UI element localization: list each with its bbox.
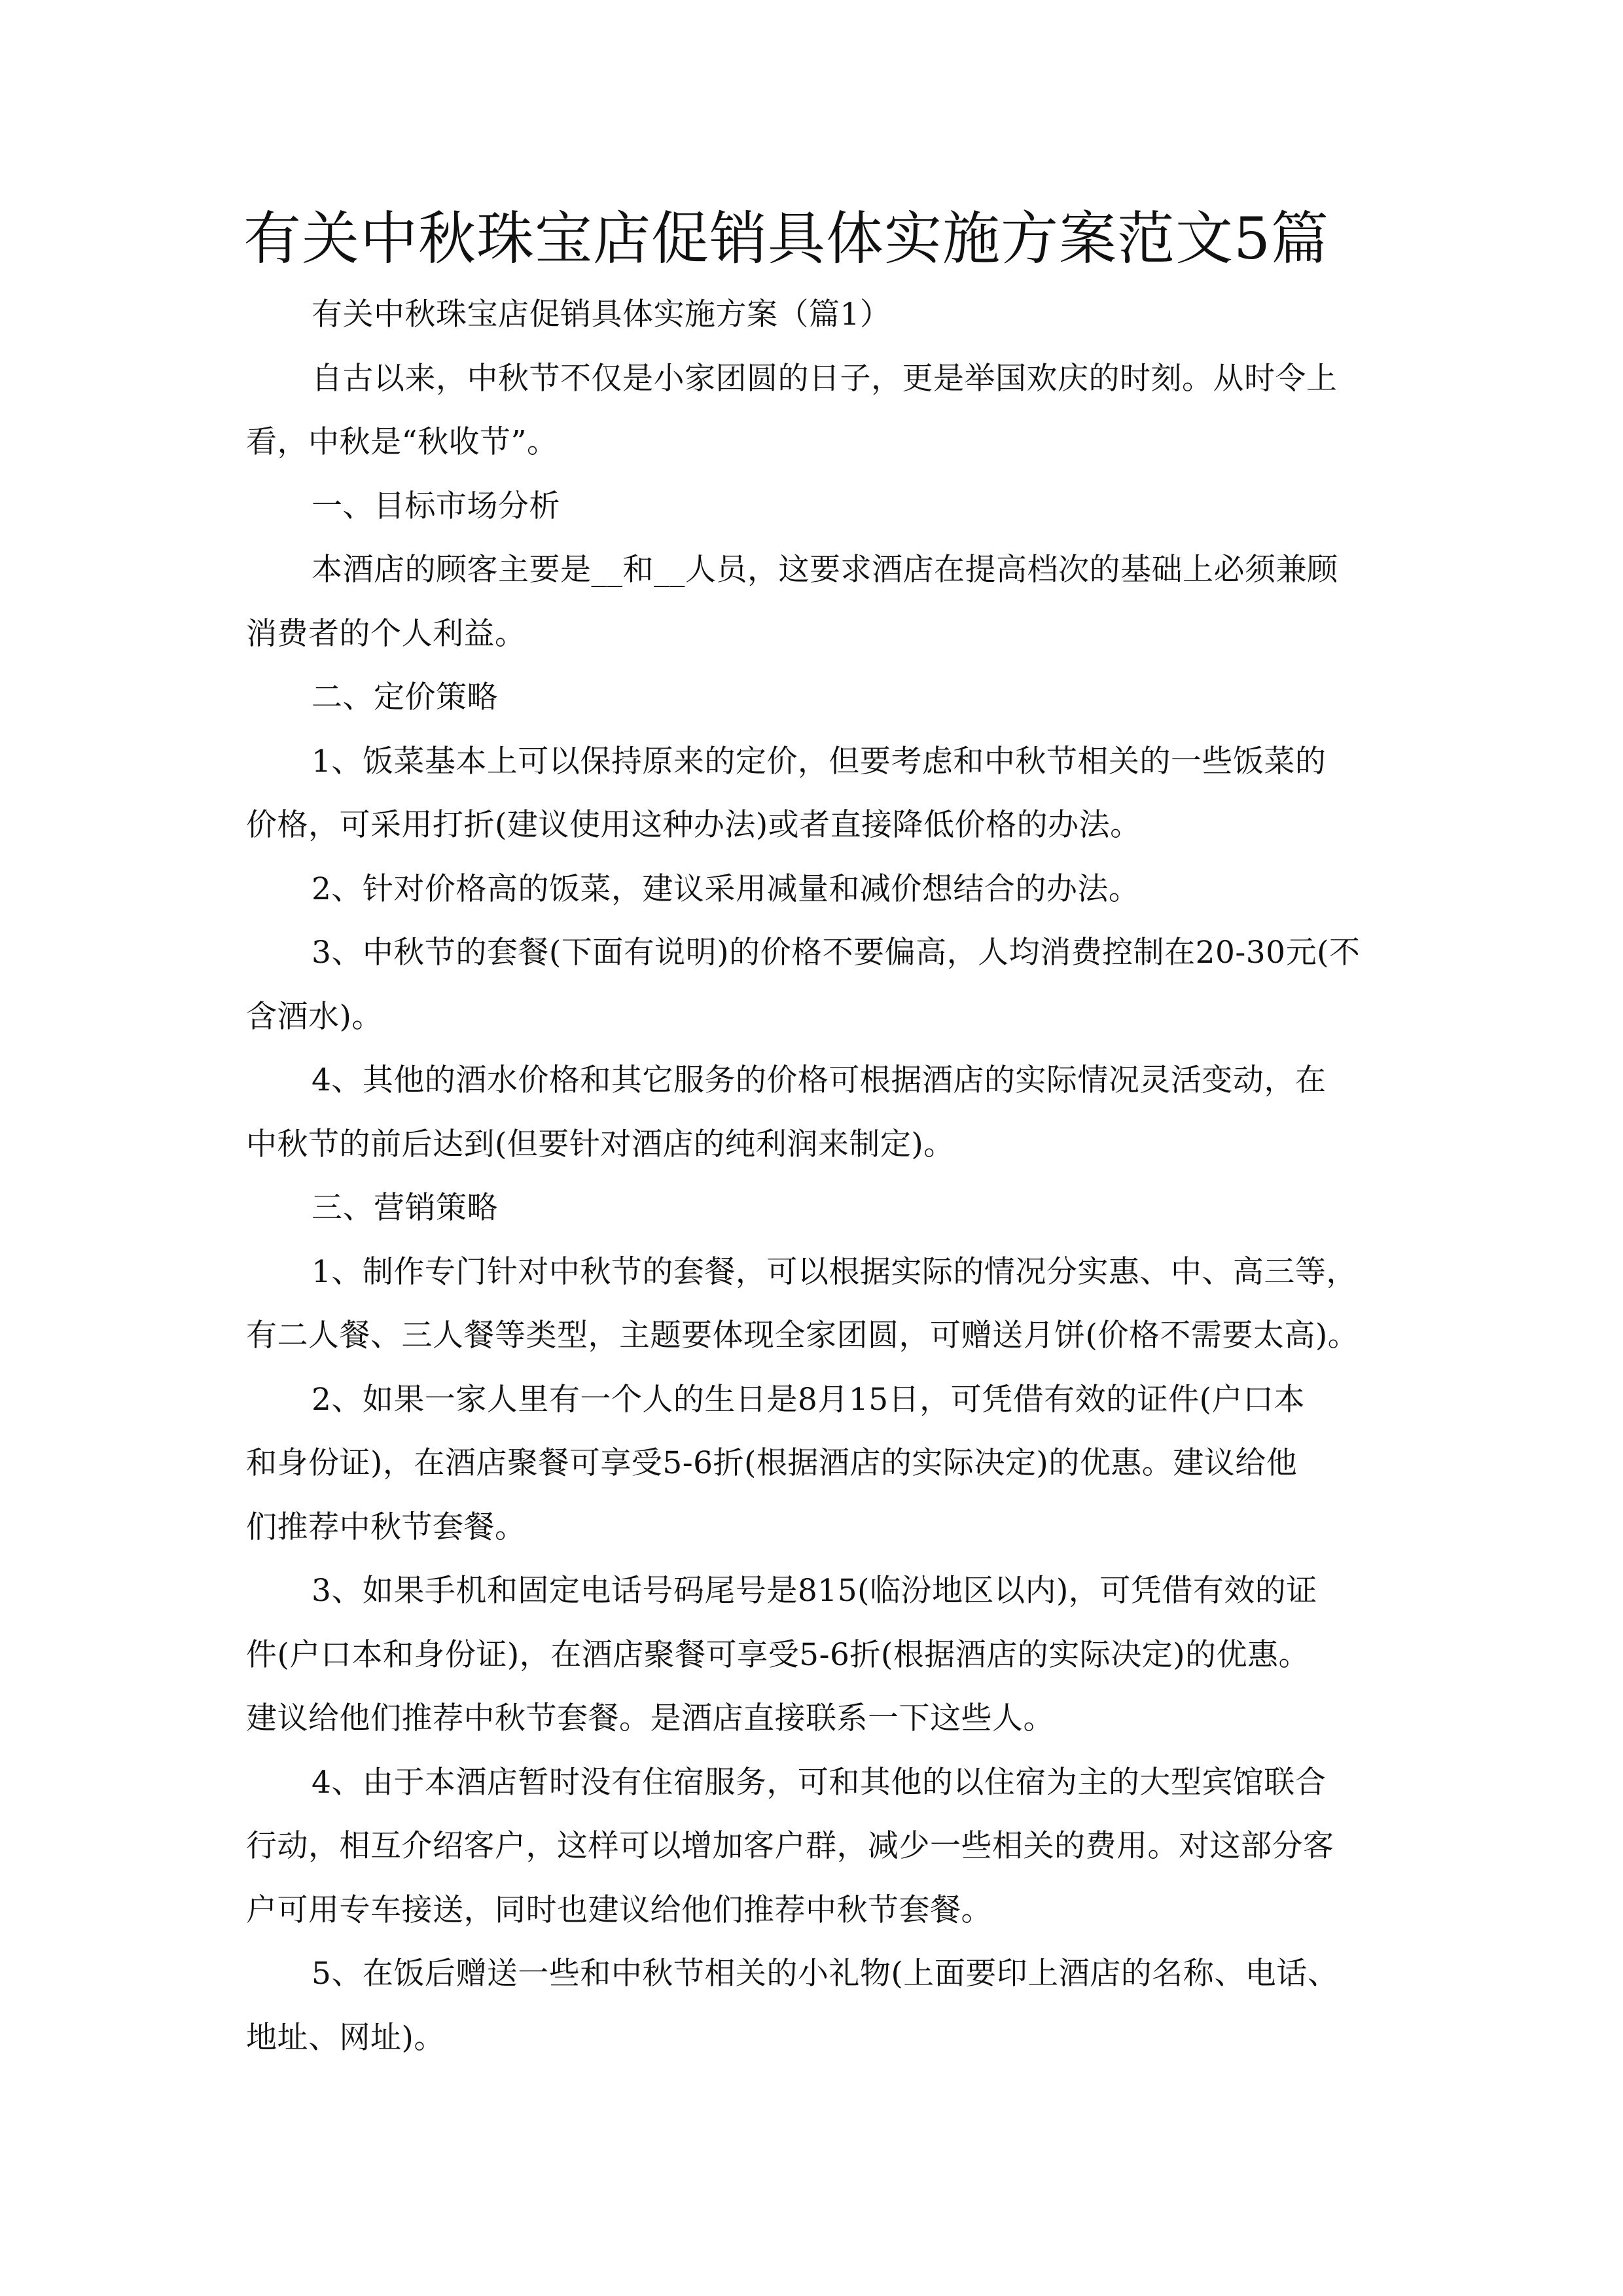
paragraph-line: 2、如果一家人里有一个人的生日是8月15日，可凭借有效的证件(户口本 <box>312 1381 1305 1418</box>
paragraph-line: 和身份证)，在酒店聚餐可享受5-6折(根据酒店的实际决定)的优惠。建议给他 <box>246 1445 1298 1481</box>
paragraph-line: 3、如果手机和固定电话号码尾号是815(临汾地区以内)，可凭借有效的证 <box>312 1573 1317 1609</box>
document-body <box>246 283 1385 2070</box>
paragraph-line: 地址、网址)。 <box>246 2019 445 2056</box>
paragraph-line: 2、针对价格高的饭菜，建议采用减量和减价想结合的办法。 <box>312 870 1140 907</box>
paragraph-line: 1、饭菜基本上可以保持原来的定价，但要考虑和中秋节相关的一些饭菜的 <box>312 743 1327 780</box>
paragraph-line: 有二人餐、三人餐等类型，主题要体现全家团圆，可赠送月饼(价格不需要太高)。 <box>246 1318 1359 1354</box>
paragraph-line: 5、在饭后赠送一些和中秋节相关的小礼物(上面要印上酒店的名称、电话、 <box>312 1956 1339 1992</box>
paragraph-line: 行动，相互介绍客户，这样可以增加客户群，减少一些相关的费用。对这部分客 <box>246 1828 1334 1864</box>
document-title: 有关中秋珠宝店促销具体实施方案范文5篇 <box>243 205 1329 272</box>
paragraph-line: 看，中秋是“秋收节”。 <box>246 424 558 460</box>
paragraph-line: 价格，可采用打折(建议使用这种办法)或者直接降低价格的办法。 <box>246 807 1141 843</box>
paragraph-line: 中秋节的前后达到(但要针对酒店的纯利润来制定)。 <box>246 1126 955 1162</box>
section-heading: 一、目标市场分析 <box>312 488 560 524</box>
paragraph-line: 含酒水)。 <box>246 998 383 1035</box>
paragraph-line: 1、制作专门针对中秋节的套餐，可以根据实际的情况分实惠、中、高三等， <box>312 1253 1357 1290</box>
paragraph-line: 建议给他们推荐中秋节套餐。是酒店直接联系一下这些人。 <box>246 1700 1054 1736</box>
section-heading: 二、定价策略 <box>312 679 498 715</box>
paragraph-line: 户可用专车接送，同时也建议给他们推荐中秋节套餐。 <box>246 1892 992 1928</box>
paragraph-line: 消费者的个人利益。 <box>246 615 526 652</box>
paragraph-line: 自古以来，中秋节不仅是小家团圆的日子，更是举国欢庆的时刻。从时令上 <box>312 360 1338 397</box>
paragraph-line: 4、其他的酒水价格和其它服务的价格可根据酒店的实际情况灵活变动，在 <box>312 1062 1327 1098</box>
section-heading: 三、营销策略 <box>312 1190 498 1226</box>
paragraph-line: 们推荐中秋节套餐。 <box>246 1509 526 1545</box>
paragraph-line: 4、由于本酒店暂时没有住宿服务，可和其他的以住宿为主的大型宾馆联合 <box>312 1764 1327 1801</box>
paragraph-line: 件(户口本和身份证)，在酒店聚餐可享受5-6折(根据酒店的实际决定)的优惠。 <box>246 1636 1310 1673</box>
paragraph-line: 3、中秋节的套餐(下面有说明)的价格不要偏高，人均消费控制在20-30元(不 <box>312 935 1361 971</box>
section-subtitle: 有关中秋珠宝店促销具体实施方案（篇1） <box>312 296 891 332</box>
paragraph-line: 本酒店的顾客主要是__和__人员，这要求酒店在提高档次的基础上必须兼顾 <box>312 552 1338 588</box>
